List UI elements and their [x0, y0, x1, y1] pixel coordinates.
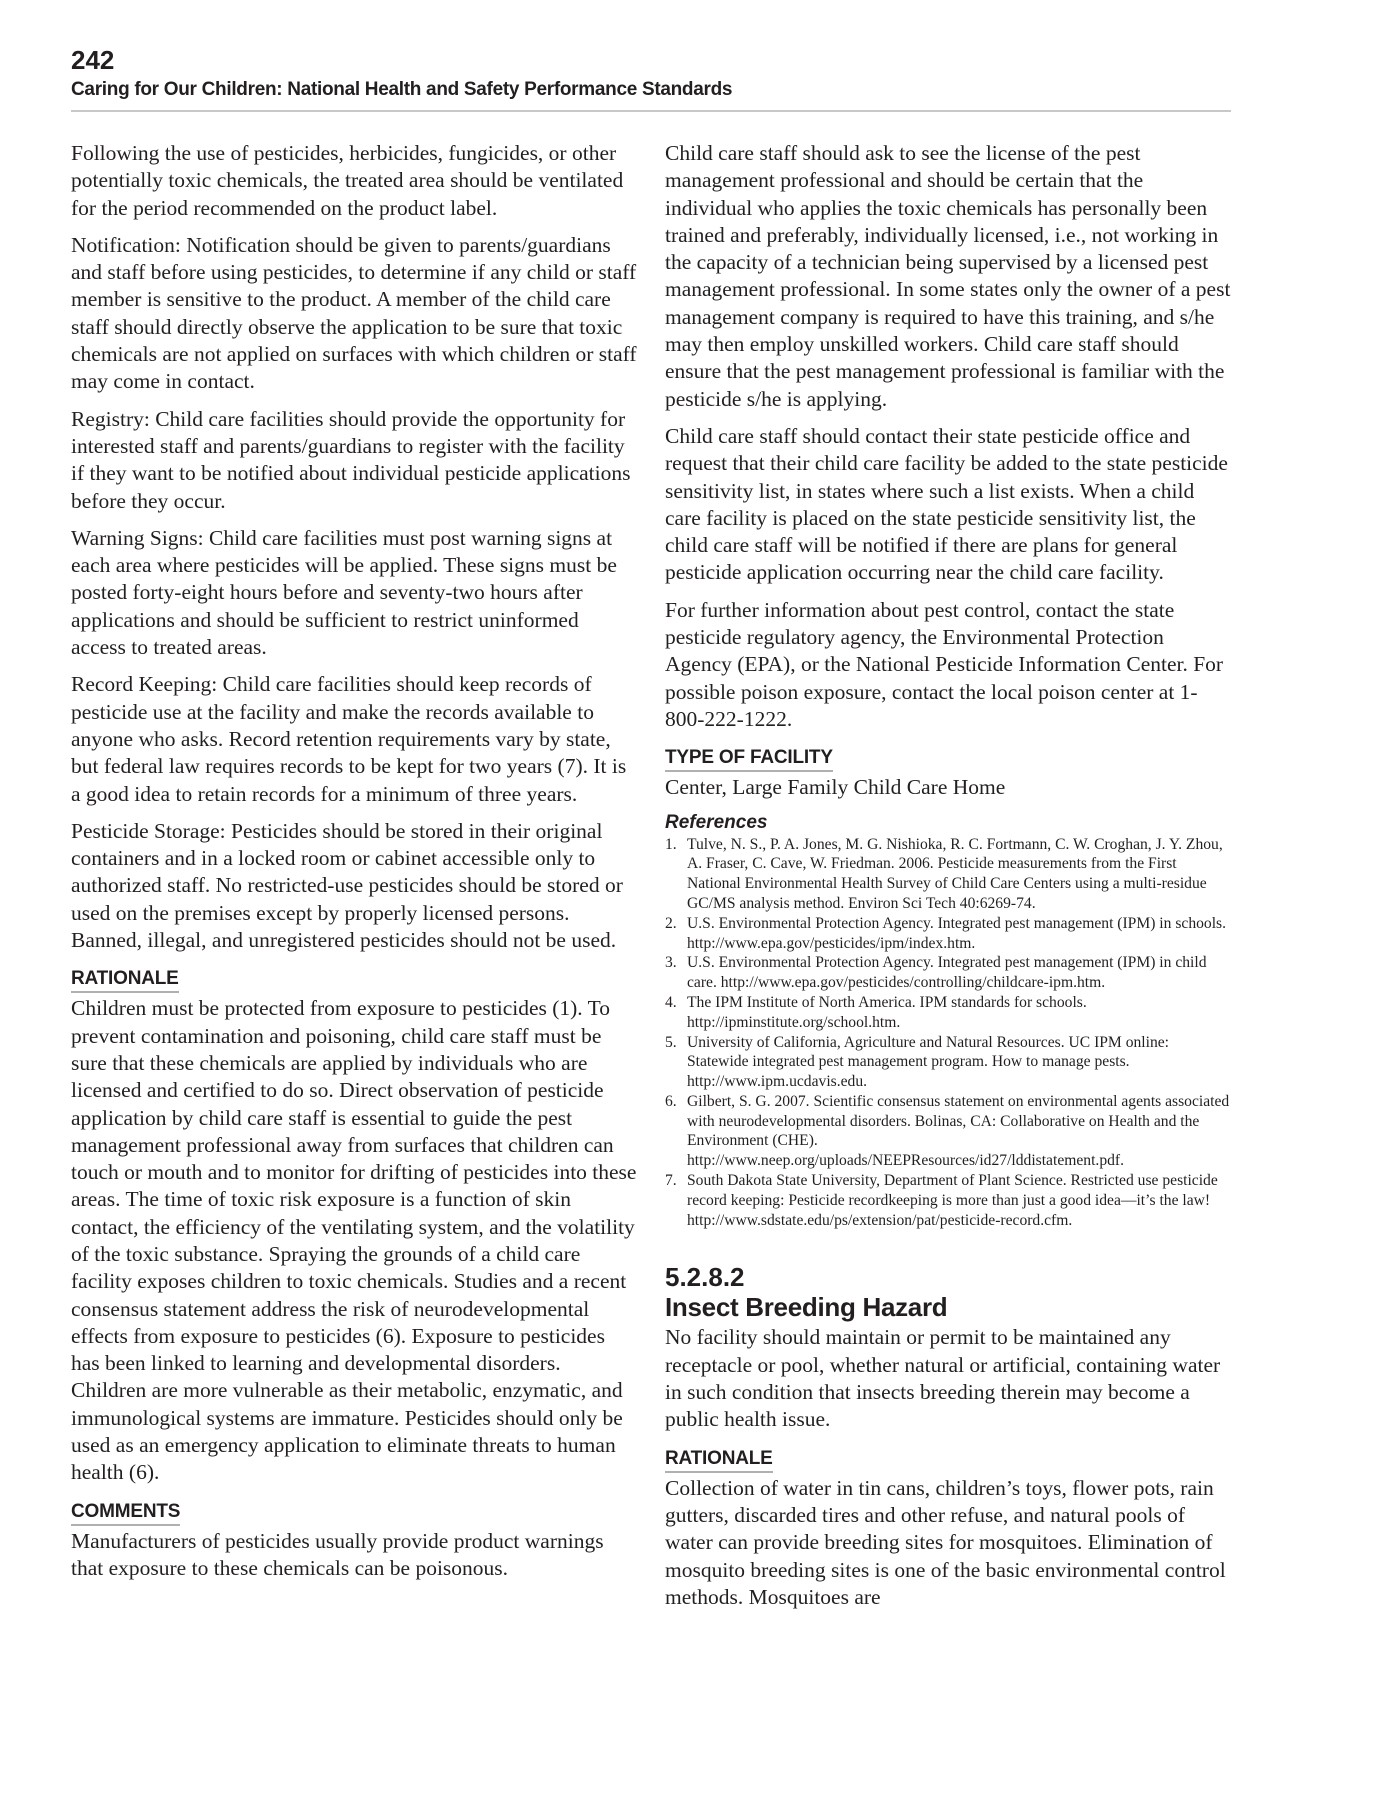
reference-number: 4. [665, 993, 677, 1011]
reference-item [665, 1171, 1231, 1230]
reference-text: Gilbert, S. G. 2007. Scientific consensus statement on environmental agents associated with neurodevelopmental disorders. Bolinas, CA: Collaborative on Health and the Environment (CHE). http://www.neep.org/uploads/NEEPResources/id27/lddistatement.pdf. [687, 1092, 1230, 1170]
type-of-facility-heading: TYPE OF FACILITY [665, 746, 833, 772]
reference-number: 3. [665, 954, 677, 972]
left-column [71, 140, 637, 1592]
paragraph-ventilation: Following the use of pesticides, herbicides, fungicides, or other potentially toxic chemicals, the treated area should be ventilated for the period recommended on the product label. [71, 141, 624, 220]
reference-item [665, 993, 1231, 1033]
reference-item [665, 1092, 1231, 1171]
references-list [665, 835, 1231, 1231]
rationale-heading: RATIONALE [71, 967, 179, 993]
reference-number: 5. [665, 1033, 677, 1051]
right-column [665, 140, 1231, 1621]
paragraph-registry: Registry: Child care facilities should provide the opportunity for interested staff and parents/guardians to register with the facility if they want to be notified about individual pesticide applications before they occur. [71, 406, 631, 513]
reference-text: The IPM Institute of North America. IPM standards for schools. http://ipminstitute.org/school.htm. [687, 993, 1087, 1031]
reference-text: Tulve, N. S., P. A. Jones, M. G. Nishioka, R. C. Fortmann, C. W. Croghan, J. Y. Zhou, A. Fraser, C. Cave, W. Friedman. 2006. Pesticide measurements from the First National Environmental Health Survey of Child Care Centers using a multi-residue GC/MS analysis method. Environ Sci Tech 40:6269-74. [687, 835, 1223, 912]
references-heading: References [665, 811, 768, 833]
standard-rationale-text: Collection of water in tin cans, children’s toys, flower pots, rain gutters, discarded tires and other refuse, and natural pools of water can provide breeding sites for mosquitoes. Elimination of mosquito breeding sites is one of the basic environmental control methods. Mosquitoes are [665, 1475, 1226, 1609]
page-number: 242 [71, 45, 115, 75]
paragraph-further-info: For further information about pest control, contact the state pesticide regulatory agency, the Environmental Protection Agency (EPA), or the National Pesticide Information Center. For possible poison exposure, contact the local poison center at 1-800-222-1222. [665, 597, 1224, 731]
reference-text: U.S. Environmental Protection Agency. Integrated pest management (IPM) in child care. http://www.epa.gov/pesticides/controlling/childcare-ipm.htm. [687, 954, 1207, 992]
paragraph-record-keeping: Record Keeping: Child care facilities should keep records of pesticide use at the facility and make the records available to anyone who asks. Record retention requirements vary by state, but federal law requires records to be kept for two years (7). It is a good idea to retain records for a minimum of three years. [71, 672, 627, 806]
reference-text: South Dakota State University, Department of Plant Science. Restricted use pesticide record keeping: Pesticide recordkeeping is more than just a good idea—it’s the law! http://www.sdstate.edu/ps/extension/pat/pesticide-record.cfm. [687, 1172, 1218, 1229]
comments-text: Manufacturers of pesticides usually provide product warnings that exposure to these chemicals can be poisonous. [71, 1528, 604, 1580]
reference-number: 2. [665, 914, 677, 932]
reference-item [665, 953, 1231, 993]
header-divider [71, 110, 1231, 112]
standard-rationale-heading: RATIONALE [665, 1447, 773, 1473]
paragraph-sensitivity-list: Child care staff should contact their state pesticide office and request that their child care facility be added to the state pesticide sensitivity list, in states where such a list exists. When a child care facility is placed on the state pesticide sensitivity list, the child care staff will be notified if there are plans for general pesticide application occurring near the child care facility. [665, 423, 1228, 585]
reference-item [665, 914, 1231, 954]
reference-item [665, 1033, 1231, 1092]
standard-text: No facility should maintain or permit to be maintained any receptacle or pool, whether natural or artificial, containing water in such condition that insects breeding therein may become a public health issue. [665, 1325, 1221, 1432]
reference-number: 1. [665, 835, 677, 853]
standard-number: 5.2.8.2 [665, 1262, 745, 1293]
type-of-facility-text: Center, Large Family Child Care Home [665, 775, 1006, 800]
paragraph-license: Child care staff should ask to see the license of the pest management professional and should be certain that the individual who applies the toxic chemicals has personally been trained and preferably, individually licensed, i.e., not working in the capacity of a technician being supervised by a licensed pest management professional. In some states only the owner of a pest management company is required to have this training, and s/he may then employ unskilled workers. Child care staff should ensure that the pest management professional is familiar with the pesticide s/he is applying. [665, 141, 1231, 411]
reference-text: University of California, Agriculture and Natural Resources. UC IPM online: Statewide integrated pest management program. How to manage pests. http://www.ipm.ucdavis.edu. [687, 1033, 1170, 1091]
standard-title: Insect Breeding Hazard [665, 1292, 948, 1323]
rationale-text: Children must be protected from exposure to pesticides (1). To prevent contamination and poisoning, child care staff must be sure that these chemicals are applied by individuals who are licensed and certified to do so. Direct observation of pesticide application by child care staff is essential to guide the pest management professional away from surfaces that children can touch or mouth and to monitor for drifting of pesticides into these areas. The time of toxic risk exposure is a function of skin contact, the efficiency of the ventilating system, and the volatility of the toxic substance. Spraying the grounds of a child care facility exposes children to toxic chemicals. Studies and a recent consensus statement address the risk of neurodevelopmental effects from exposure to pesticides (6). Exposure to pesticides has been linked to learning and developmental disorders. Children are more vulnerable as their metabolic, enzymatic, and immunological systems are immature. Pesticides should only be used as an emergency application to eliminate threats to human health (6). [71, 996, 637, 1485]
reference-text: U.S. Environmental Protection Agency. Integrated pest management (IPM) in schools. http://www.epa.gov/pesticides/ipm/index.htm. [687, 914, 1227, 952]
reference-number: 7. [665, 1172, 677, 1190]
reference-item [665, 835, 1231, 914]
paragraph-warning-signs: Warning Signs: Child care facilities must post warning signs at each area where pesticides will be applied. These signs must be posted forty-eight hours before and seventy-two hours after applications and should be sufficient to restrict uninformed access to treated areas. [71, 525, 617, 660]
running-title: Caring for Our Children: National Health and Safety Performance Standards [71, 79, 733, 100]
reference-number: 6. [665, 1092, 677, 1110]
comments-heading: COMMENTS [71, 1500, 180, 1526]
paragraph-notification: Notification: Notification should be given to parents/guardians and staff before using pesticides, to determine if any child or staff member is sensitive to the product. A member of the child care staff should directly observe the application to be sure that toxic chemicals are not applied on surfaces with which children or staff may come in contact. [71, 232, 637, 394]
paragraph-pesticide-storage: Pesticide Storage: Pesticides should be stored in their original containers and in a locked room or cabinet accessible only to authorized staff. No restricted-use pesticides should be stored or used on the premises except by properly licensed persons. Banned, illegal, and unregistered pesticides should not be used. [71, 818, 623, 953]
